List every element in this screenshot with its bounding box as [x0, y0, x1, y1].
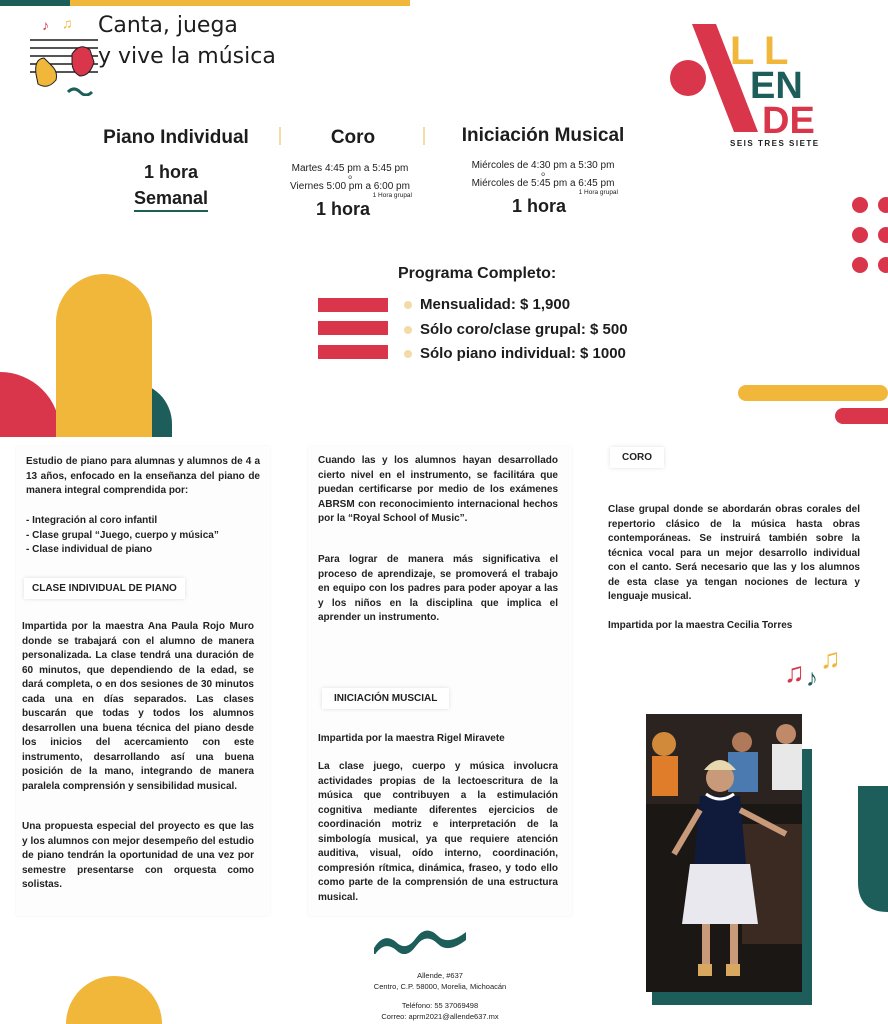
student-photo	[646, 714, 802, 992]
red-stripe	[318, 321, 388, 335]
col2-paragraph-3: La clase juego, cuerpo y música involucra actividades propias de la lectoescritura de la música que contribuyen a la estimulación cognitiva mediante diferentes ejercicios de coordinación motriz e interpretación de la simbología musical, ya que requiere atención auditiva, visual, oído interno, coordinación, compresión rítmica, dinámica, fraseo, y todo ello como parte de la comprensión de una estructura musical.	[318, 761, 558, 903]
col1-intro: Estudio de piano para alumnas y alumnos de 4 a 13 años, enfocado en la enseñanza del piano de manera integral comprendida por:	[26, 456, 260, 496]
coro-schedule-2: Viernes 5:00 pm a 6:00 pm	[290, 181, 410, 192]
list-item: - Clase grupal “Juego, cuerpo y música”	[26, 529, 219, 541]
price-item	[404, 345, 626, 362]
col1-paragraph-1: Impartida por la maestra Ana Paula Rojo Muro donde se trabajará con el alumno de manera personalizada. La clase tendrá una duración de 60 minutos, que dependiendo de la edad, se dará completa, o en dos sesiones de 30 minutos cada una en días separados. Las clases buscarán que todas y todos los alumnos desarrollen una buena técnica del piano desde los inicios del acercamiento con este instrumento, desarrollando así una buena posición de la mano, integrando de manera paralela comprensión y sensibilidad musical.	[22, 621, 254, 792]
dots-decoration	[850, 195, 888, 277]
coro-or: o	[348, 174, 352, 181]
col2-paragraph-2: Para lograr de manera más significativa el proceso de aprendizaje, se promoverá el trabajo en equipo con los padres para poder apoyar a las y los niños en la disciplina que implica el aprender un instrumento.	[318, 554, 558, 623]
slogan	[98, 10, 276, 72]
iniciacion-or: o	[541, 171, 545, 178]
coro-note: 1 Hora grupal	[372, 192, 412, 199]
divider	[423, 127, 425, 145]
svg-text:♪: ♪	[42, 17, 49, 33]
price-mensualidad: Mensualidad: $ 1,900	[420, 296, 571, 313]
price-piano: Sólo piano individual: $ 1000	[420, 345, 626, 362]
label-coro: CORO	[610, 447, 664, 468]
iniciacion-schedule-2: Miércoles de 5:45 pm a 6:45 pm	[471, 178, 615, 189]
top-bar-yellow	[70, 0, 410, 6]
divider	[279, 127, 281, 145]
svg-text:♪: ♪	[806, 665, 818, 688]
col3-paragraph: Clase grupal donde se abordarán obras corales del repertorio clásico de la música hasta obras contemporáneas. Se instruirá también sobre la técnica vocal para un mejor desarrollo individual con el canto. Será necesario que las y los alumnos de esta clase ya tengan nociones de lectura y lenguaje musical.	[608, 504, 860, 602]
iniciacion-title: Iniciación Musical	[461, 125, 625, 146]
price-coro: Sólo coro/clase grupal: $ 500	[420, 321, 628, 338]
bar-red-right	[835, 408, 888, 424]
svg-text:♫: ♫	[62, 15, 73, 31]
slogan-line-2: y vive la música	[98, 44, 276, 69]
list-item: - Integración al coro infantil	[26, 515, 158, 526]
brand-LL: L	[730, 29, 755, 73]
col2-paragraph-1: Cuando las y los alumnos hayan desarrollado cierto nivel en el instrumento, se facilitára que puedan certificarse por medio de los exámenes ABRSM con reconocimiento internacional hechos por la “Royal School of Music”.	[318, 455, 558, 524]
bullet-icon	[404, 326, 412, 334]
teal-arc-decoration	[858, 786, 888, 912]
list-item: - Clase individual de piano	[26, 544, 153, 555]
col3-teacher: Impartida por la maestra Cecilia Torres	[608, 620, 793, 631]
coro-duration: 1 hora	[316, 199, 371, 219]
price-item	[404, 296, 570, 313]
bullet-icon	[404, 350, 412, 358]
iniciacion-schedule-1: Miércoles de 4:30 pm a 5:30 pm	[471, 160, 615, 171]
svg-text:♫: ♫	[820, 643, 841, 674]
bullet-icon	[404, 301, 412, 309]
footer-email: Correo: aprm2021@allende637.mx	[381, 1012, 499, 1021]
wave-logo	[370, 928, 470, 954]
piano-frequency: Semanal	[134, 188, 208, 212]
brand-DE: DE	[762, 100, 815, 138]
arches-decoration	[0, 262, 190, 437]
label-clase-individual: CLASE INDIVIDUAL DE PIANO	[24, 578, 185, 599]
brand-L2: L	[764, 29, 789, 73]
coro-schedule	[284, 163, 416, 220]
piano-frequency-wrap	[110, 188, 232, 209]
red-stripe	[318, 298, 388, 312]
top-bar-teal	[0, 0, 70, 6]
col1-paragraph-2: Una propuesta especial del proyecto es que las y los alumnos con mejor desempeño del estudio de piano tendrán la oportunidad de una vez por semestre presentarse con orquesta como solistas.	[22, 821, 254, 890]
footer-phone: Teléfono: 55 37069498	[401, 1001, 479, 1010]
footer-address	[340, 970, 540, 1022]
coro-title: Coro	[330, 127, 376, 148]
piano-title: Piano Individual	[103, 127, 249, 148]
label-iniciacion: INICIACIÓN MUSCIAL	[322, 688, 449, 709]
col2-teacher: Impartida por la maestra Rigel Miravete	[318, 733, 505, 744]
coro-schedule-1: Martes 4:45 pm a 5:45 pm	[291, 163, 409, 174]
iniciacion-note: 1 Hora grupal	[578, 189, 618, 196]
price-item	[404, 321, 628, 338]
bar-yellow-right	[738, 385, 888, 401]
iniciacion-schedule	[460, 160, 626, 217]
slogan-line-1: Canta, juega	[98, 13, 238, 38]
music-hands-logo	[28, 14, 98, 96]
brand-EN: EN	[750, 65, 803, 107]
red-stripe	[318, 345, 388, 359]
svg-text:♫: ♫	[784, 657, 805, 688]
music-notes-icon	[782, 636, 852, 688]
brand-subtitle: SEIS TRES SIETE	[730, 139, 820, 148]
allende-logo	[664, 18, 834, 138]
piano-duration: 1 hora	[143, 162, 199, 182]
iniciacion-duration: 1 hora	[512, 196, 567, 216]
footer-street: Allende, #637	[417, 971, 463, 980]
footer-city: Centro, C.P. 58000, Morelia, Michoacán	[373, 982, 507, 991]
yellow-semicircle	[66, 968, 162, 1024]
programa-title: Programa Completo:	[398, 265, 557, 282]
col1-list	[26, 514, 260, 558]
